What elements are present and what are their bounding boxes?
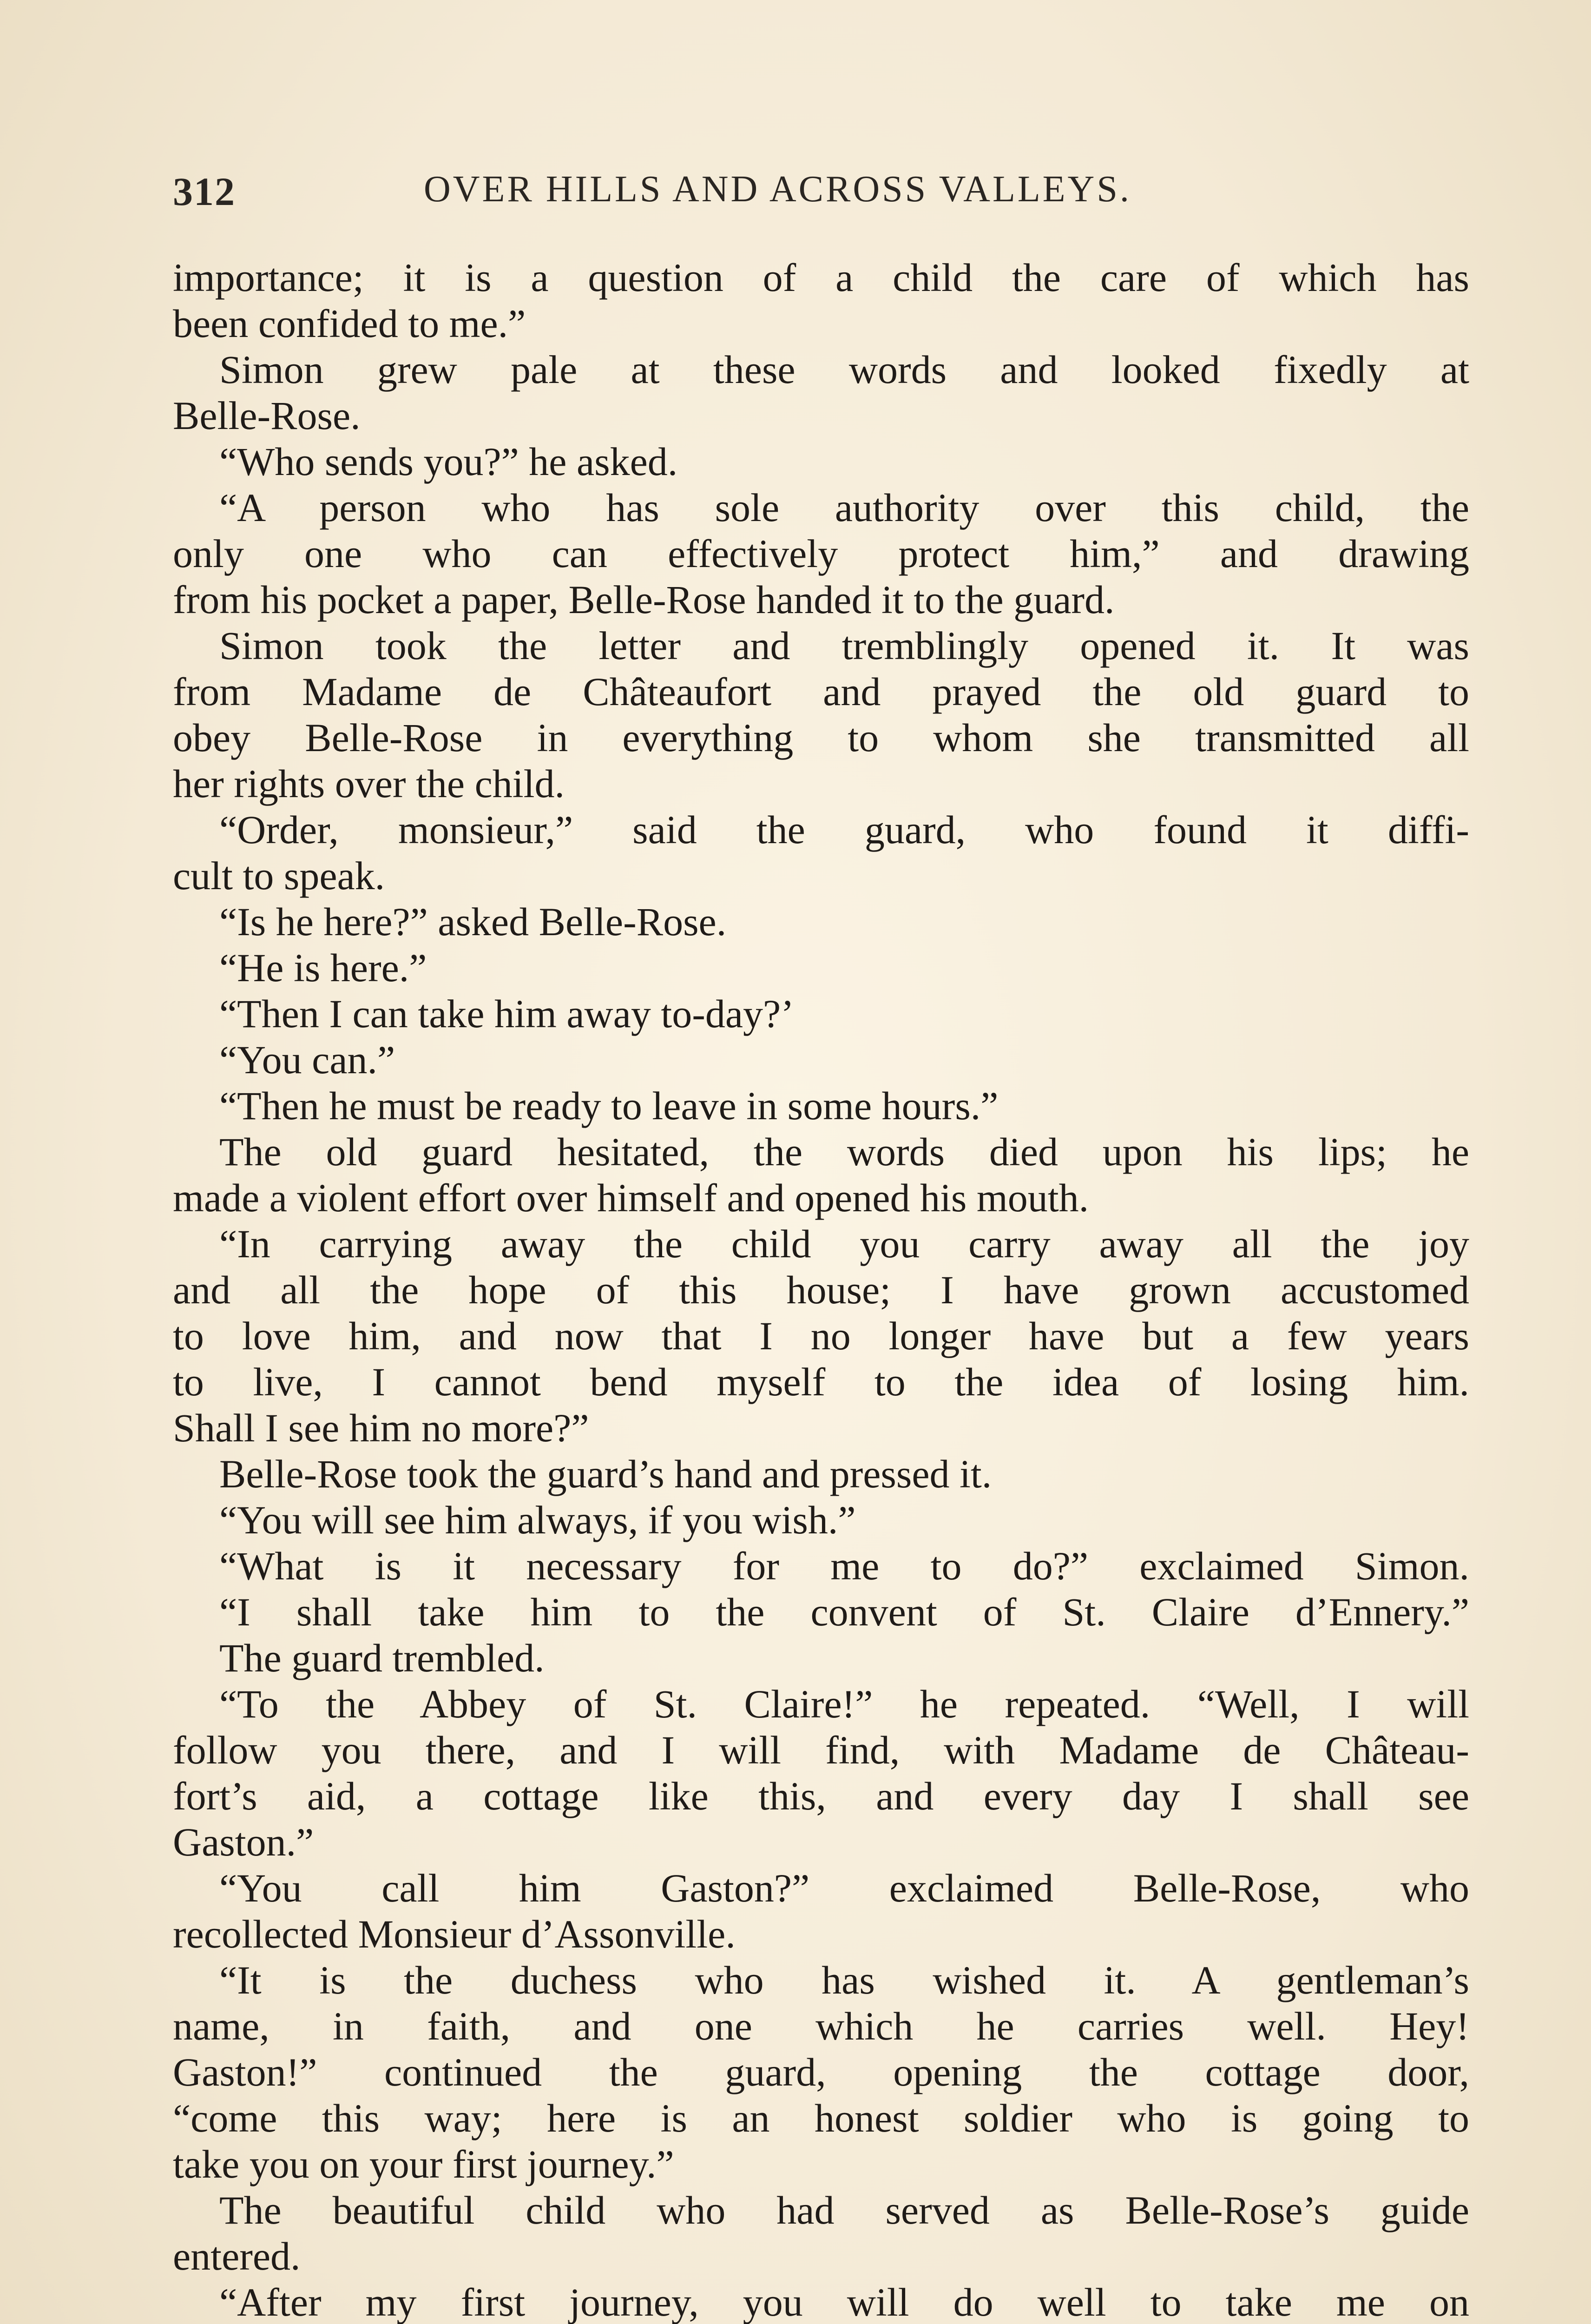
- text-line: only one who can effectively protect him,” and drawing: [173, 531, 1469, 576]
- text-line: made a violent effort over himself and opened his mouth.: [173, 1175, 1089, 1220]
- text-line: “You will see him always, if you wish.”: [219, 1498, 856, 1542]
- text-line: “In carrying away the child you carry away all the joy: [219, 1221, 1469, 1266]
- text-line: “You can.”: [219, 1037, 395, 1082]
- text-line: Simon grew pale at these words and looked fixedly at: [219, 347, 1469, 392]
- text-line: Belle-Rose took the guard’s hand and pressed it.: [219, 1452, 992, 1496]
- text-line: “What is it necessary for me to do?” exclaimed Simon.: [219, 1544, 1469, 1588]
- text-line: “Then he must be ready to leave in some hours.”: [219, 1083, 999, 1128]
- text-line: importance; it is a question of a child the care of which has: [173, 255, 1469, 300]
- page-header: [173, 168, 1218, 224]
- text-line: been confided to me.”: [173, 301, 526, 346]
- text-line: cult to speak.: [173, 853, 385, 898]
- running-title: OVER HILLS AND ACROSS VALLEYS.: [424, 169, 1131, 210]
- text-line: “It is the duchess who has wished it. A gentleman’s: [219, 1958, 1469, 2002]
- text-line: to love him, and now that I no longer have but a few years: [173, 1314, 1469, 1358]
- text-line: “A person who has sole authority over this child, the: [219, 485, 1469, 530]
- text-line: her rights over the child.: [173, 761, 565, 806]
- text-line: from Madame de Châteaufort and prayed the old guard to: [173, 669, 1469, 714]
- text-line: follow you there, and I will find, with Madame de Château-: [173, 1728, 1469, 1772]
- text-line: fort’s aid, a cottage like this, and every day I shall see: [173, 1774, 1469, 1818]
- text-line: The guard trembled.: [219, 1636, 545, 1680]
- text-line: The beautiful child who had served as Belle-Rose’s guide: [219, 2188, 1469, 2232]
- text-line: “Is he here?” asked Belle-Rose.: [219, 899, 727, 944]
- text-line: from his pocket a paper, Belle-Rose handed it to the guard.: [173, 577, 1115, 622]
- text-line: Simon took the letter and tremblingly opened it. It was: [219, 623, 1469, 668]
- text-line: Belle-Rose.: [173, 393, 361, 438]
- text-line: obey Belle-Rose in everything to whom she transmitted all: [173, 715, 1469, 760]
- text-line: Shall I see him no more?”: [173, 1406, 589, 1450]
- text-line: “You call him Gaston?” exclaimed Belle-Rose, who: [219, 1866, 1469, 1910]
- text-line: “Then I can take him away to-day?’: [219, 991, 794, 1036]
- text-line: Gaston!” continued the guard, opening the cottage door,: [173, 2050, 1469, 2094]
- text-line: “To the Abbey of St. Claire!” he repeated. “Well, I will: [219, 1682, 1469, 1726]
- text-line: “Order, monsieur,” said the guard, who found it diffi-: [219, 807, 1469, 852]
- text-line: to live, I cannot bend myself to the idea of losing him.: [173, 1360, 1469, 1404]
- text-line: “After my first journey, you will do well to take me on: [219, 2280, 1469, 2324]
- text-line: The old guard hesitated, the words died upon his lips; he: [219, 1129, 1469, 1174]
- text-line: entered.: [173, 2234, 301, 2278]
- text-line: “Who sends you?” he asked.: [219, 439, 678, 484]
- text-line: “come this way; here is an honest soldier who is going to: [173, 2096, 1469, 2140]
- text-line: Gaston.”: [173, 1820, 314, 1864]
- text-line: and all the hope of this house; I have grown accustomed: [173, 1268, 1469, 1312]
- text-line: “He is here.”: [219, 945, 427, 990]
- page-number: 312: [173, 169, 236, 214]
- text-line: recollected Monsieur d’Assonville.: [173, 1912, 736, 1956]
- text-line: take you on your first journey.”: [173, 2142, 674, 2186]
- body-text: [173, 255, 1469, 2324]
- text-line: “I shall take him to the convent of St. Claire d’Ennery.”: [219, 1590, 1469, 1634]
- text-line: name, in faith, and one which he carries well. Hey!: [173, 2004, 1469, 2048]
